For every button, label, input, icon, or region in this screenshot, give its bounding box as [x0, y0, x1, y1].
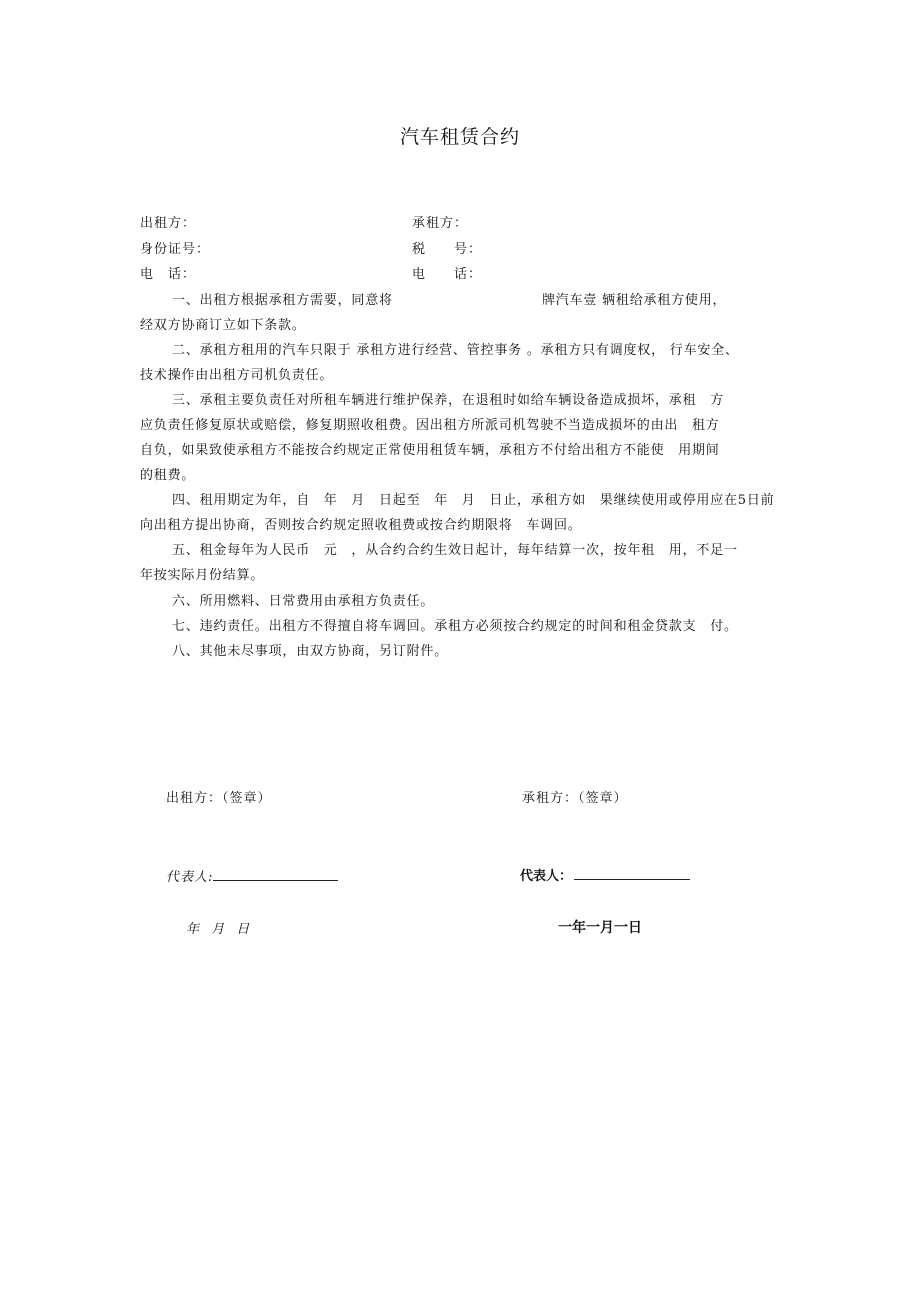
clause-2-line-1: 二、承租方租用的汽车只限于 承租方进行经营、管控事务 。承租方只有调度权， 行车安全、	[172, 343, 739, 358]
lessee-date: 一年一月一日	[558, 920, 642, 936]
id-number-label: 身份证号：	[140, 242, 211, 257]
lessee-phone-label: 电 话：	[412, 267, 483, 282]
tax-number-label: 税 号：	[412, 242, 483, 257]
clause-7: 七、违约责任。出租方不得擅自将车调回。承租方必须按合约规定的时间和租金贷款支 付。	[172, 619, 738, 634]
lessor-representative-line	[213, 866, 338, 881]
lessor-signature: 出租方：（签章）	[166, 791, 272, 806]
lessor-date: 年 月 日	[186, 922, 254, 937]
clause-5-line-1: 五、租金每年为人民币 元 ，从合约合约生效日起计，每年结算一次，按年租 用，不足一	[172, 543, 738, 558]
clause-5-line-2: 年按实际月份结算。	[140, 568, 265, 583]
clause-4-line-2: 向出租方提出协商，否则按合约规定照收租费或按合约期限将 车调回。	[140, 518, 582, 533]
clause-1-line-1a: 一、出租方根据承租方需要，同意将	[172, 293, 393, 308]
clause-6: 六、所用燃料、日常费用由承租方负责任。	[172, 594, 435, 609]
clause-3-line-3: 自负，如果致使承租方不能按合约规定正常使用租赁车辆，承租方不付给出租方不能使 用期间	[140, 443, 720, 458]
clause-1-line-2: 经双方协商订立如下条款。	[140, 318, 306, 333]
lessee-signature: 承租方：（签章）	[522, 791, 628, 806]
clause-8: 八、其他未尽事项，由双方协商，另订附件。	[172, 644, 449, 659]
lessor-phone-label: 电 话：	[140, 267, 197, 282]
lessor-representative-label: 代表人:	[166, 870, 214, 885]
clause-2-line-2: 技术操作由出租方司机负责任。	[140, 368, 334, 383]
lessee-representative-label: 代表人：	[520, 869, 573, 884]
clause-4-line-1: 四、租用期定为年，自 年 月 日起至 年 月 日止，承租方如 果继续使用或停用应在5日前	[172, 493, 775, 508]
lessee-label: 承租方：	[412, 216, 469, 231]
lessee-representative-line	[574, 865, 690, 880]
clause-1-line-1b: 牌汽车壹 辆租给承租方使用，	[542, 293, 727, 308]
clause-3-line-2: 应负责任修复原状或赔偿，修复期照收租费。因出租方所派司机驾驶不当造成损坏的由出 租方	[140, 418, 720, 433]
document-title: 汽车租赁合约	[399, 126, 520, 148]
lessor-representative	[166, 866, 338, 885]
clause-3-line-1: 三、承租主要负责任对所租车辆进行维护保养，在退租时如给车辆设备造成损坏，承租 方	[172, 393, 725, 408]
lessee-representative	[520, 865, 690, 884]
lessor-label: 出租方：	[140, 216, 197, 231]
clause-3-line-4: 的租费。	[140, 468, 196, 483]
